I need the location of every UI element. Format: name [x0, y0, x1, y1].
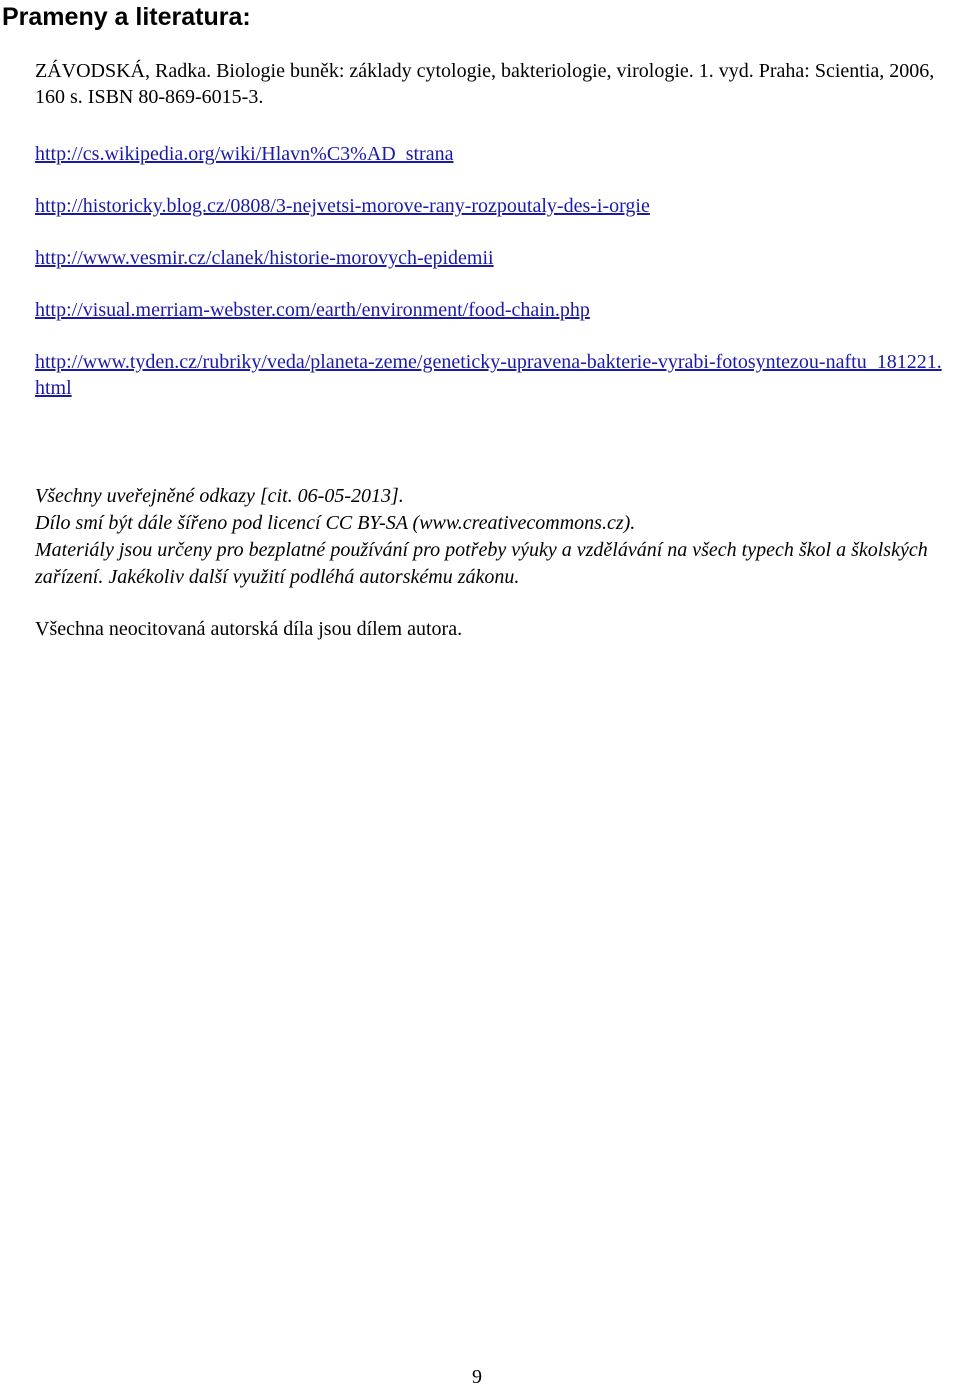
page-number: 9: [472, 1366, 482, 1388]
page-title: Prameny a literatura:: [2, 3, 251, 31]
license-note: Dílo smí být dále šířeno pod licencí CC BY-SA (www.creativecommons.cz).: [35, 512, 636, 534]
book-reference: ZÁVODSKÁ, Radka. Biologie buněk: základy cytologie, bakteriologie, virologie. 1. vyd. Praha: Scientia, 2006, 160 s. ISBN 80-869-6015-3.: [35, 60, 935, 108]
link-vesmir[interactable]: http://www.vesmir.cz/clanek/historie-morovych-epidemii: [35, 247, 494, 269]
link-merriam-webster[interactable]: http://visual.merriam-webster.com/earth/environment/food-chain.php: [35, 299, 590, 321]
link-wikipedia[interactable]: http://cs.wikipedia.org/wiki/Hlavn%C3%AD_strana: [35, 143, 454, 165]
authorship-note: Všechna neocitovaná autorská díla jsou dílem autora.: [35, 618, 463, 640]
link-historicky-blog[interactable]: http://historicky.blog.cz/0808/3-nejvetsi-morove-rany-rozpoutaly-des-i-orgie: [35, 195, 650, 217]
link-tyden[interactable]: http://www.tyden.cz/rubriky/veda/planeta-zeme/geneticky-upravena-bakterie-vyrabi-fotosyntezou-naftu_181221.html: [35, 351, 942, 399]
citation-date-note: Všechny uveřejněné odkazy [cit. 06-05-2013].: [35, 485, 404, 507]
usage-note: Materiály jsou určeny pro bezplatné používání pro potřeby výuky a vzdělávání na všech typech škol a školských zařízení. Jakékoliv další využití podléhá autorskému zákonu.: [35, 539, 928, 588]
